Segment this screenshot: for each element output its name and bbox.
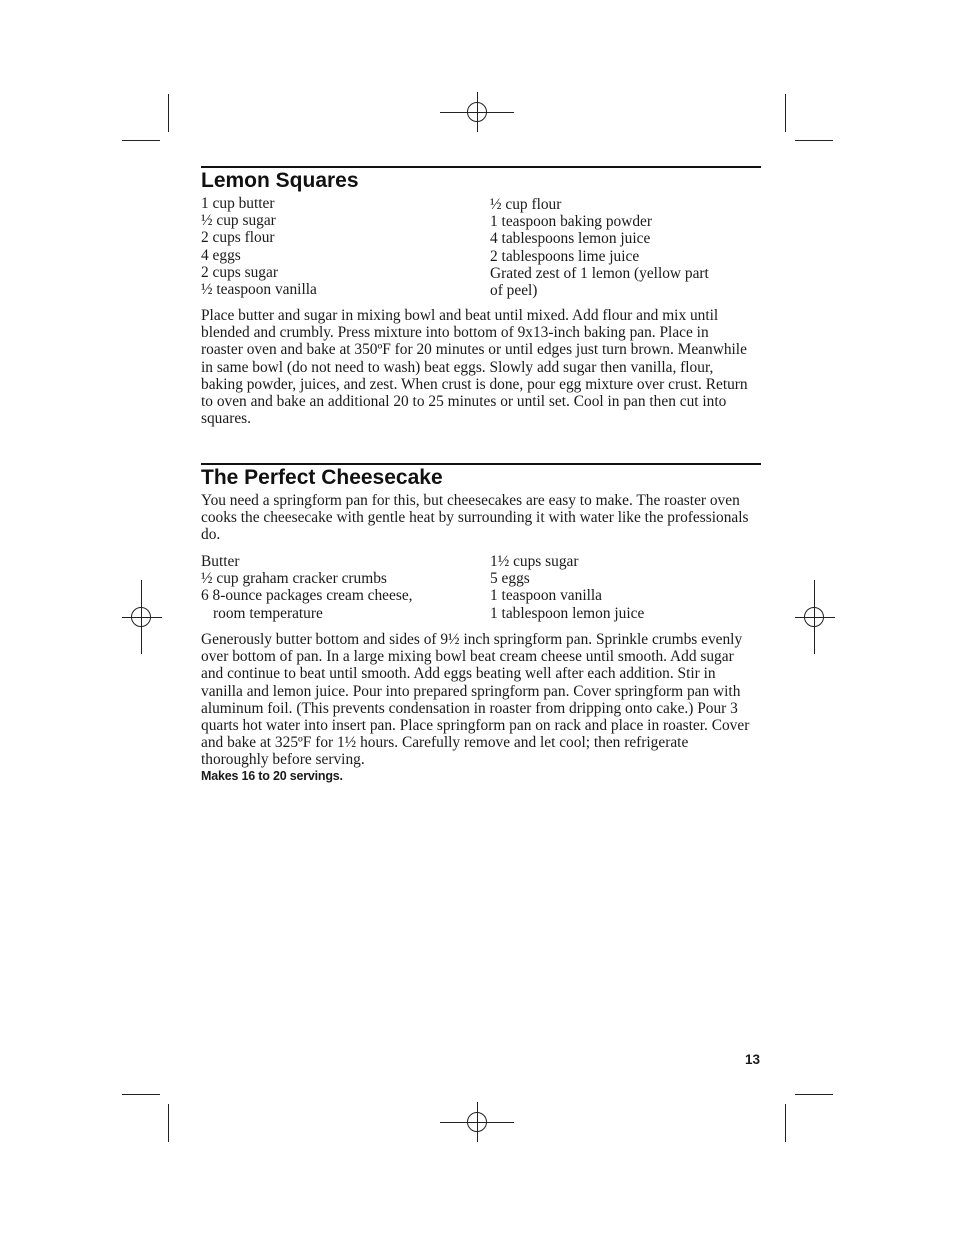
ingredient: 6 8-ounce packages cream cheese, (201, 587, 413, 605)
ingredients-left (201, 195, 317, 298)
ingredients-right (490, 196, 709, 299)
recipe-title: Lemon Squares (201, 169, 359, 192)
ingredient: 1½ cups sugar (490, 553, 579, 570)
recipe-title: The Perfect Cheesecake (201, 466, 443, 489)
ingredient: of peel) (490, 282, 538, 300)
ingredient: 1 teaspoon vanilla (490, 587, 602, 605)
ingredient: room temperature (213, 604, 323, 622)
ingredients-left (201, 553, 413, 622)
ingredient: ½ cup graham cracker crumbs (201, 570, 387, 588)
ingredient: ½ teaspoon vanilla (201, 281, 317, 299)
page-number: 13 (744, 1052, 760, 1067)
recipe-intro: You need a springform pan for this, but cheesecakes are easy to make. The roaster oven cooks the cheesecake with gentle heat by surrounding it with water like the professionals do. (201, 492, 749, 544)
ingredient: 1 cup butter (201, 195, 275, 212)
ingredient: 4 eggs (201, 246, 241, 264)
ingredient: 5 eggs (490, 570, 530, 588)
ingredient: 2 tablespoons lime juice (490, 247, 640, 265)
ingredient: 2 cups sugar (201, 263, 278, 281)
section-rule (201, 166, 761, 168)
recipe-directions: Place butter and sugar in mixing bowl and beat until mixed. Add flour and mix until blended and crumbly. Press mixture into bottom of 9x13-inch baking pan. Place in roaster oven and bake at 350ºF for 20 minutes or until edges just turn brown. Meanwhile in same bowl (do not need to wash) beat eggs. Slowly add sugar then vanilla, flour, baking powder, juices, and zest. When crust is done, pour egg mixture over crust. Return to oven and bake an additional 20 to 25 minutes or until set. Cool in pan then cut into squares. (201, 307, 748, 428)
ingredient: 4 tablespoons lemon juice (490, 230, 651, 248)
ingredients-right (490, 553, 644, 622)
ingredient: 1 tablespoon lemon juice (490, 604, 645, 622)
ingredient: ½ cup flour (490, 196, 562, 213)
ingredient: 2 cups flour (201, 229, 275, 247)
ingredient: Grated zest of 1 lemon (yellow part (490, 264, 709, 282)
section-rule (201, 463, 761, 465)
recipe-directions: Generously butter bottom and sides of 9½ inch springform pan. Sprinkle crumbs evenly over bottom of pan. In a large mixing bowl beat cream cheese until smooth. Add sugar and continue to beat until smooth. Add eggs beating well after each addition. Stir in vanilla and lemon juice. Pour into prepared springform pan. Cover springform pan with aluminum foil. (This prevents condensation in roaster from dripping onto cake.) Pour 3 quarts hot water into insert pan. Place springform pan on rack and place in roaster. Cover and bake at 325ºF for 1½ hours. Carefully remove and let cool; then refrigerate thoroughly before serving. (201, 631, 750, 769)
ingredient: ½ cup sugar (201, 212, 276, 230)
ingredient: Butter (201, 553, 240, 570)
recipe-yield: Makes 16 to 20 servings. (201, 769, 343, 783)
ingredient: 1 teaspoon baking powder (490, 213, 652, 231)
